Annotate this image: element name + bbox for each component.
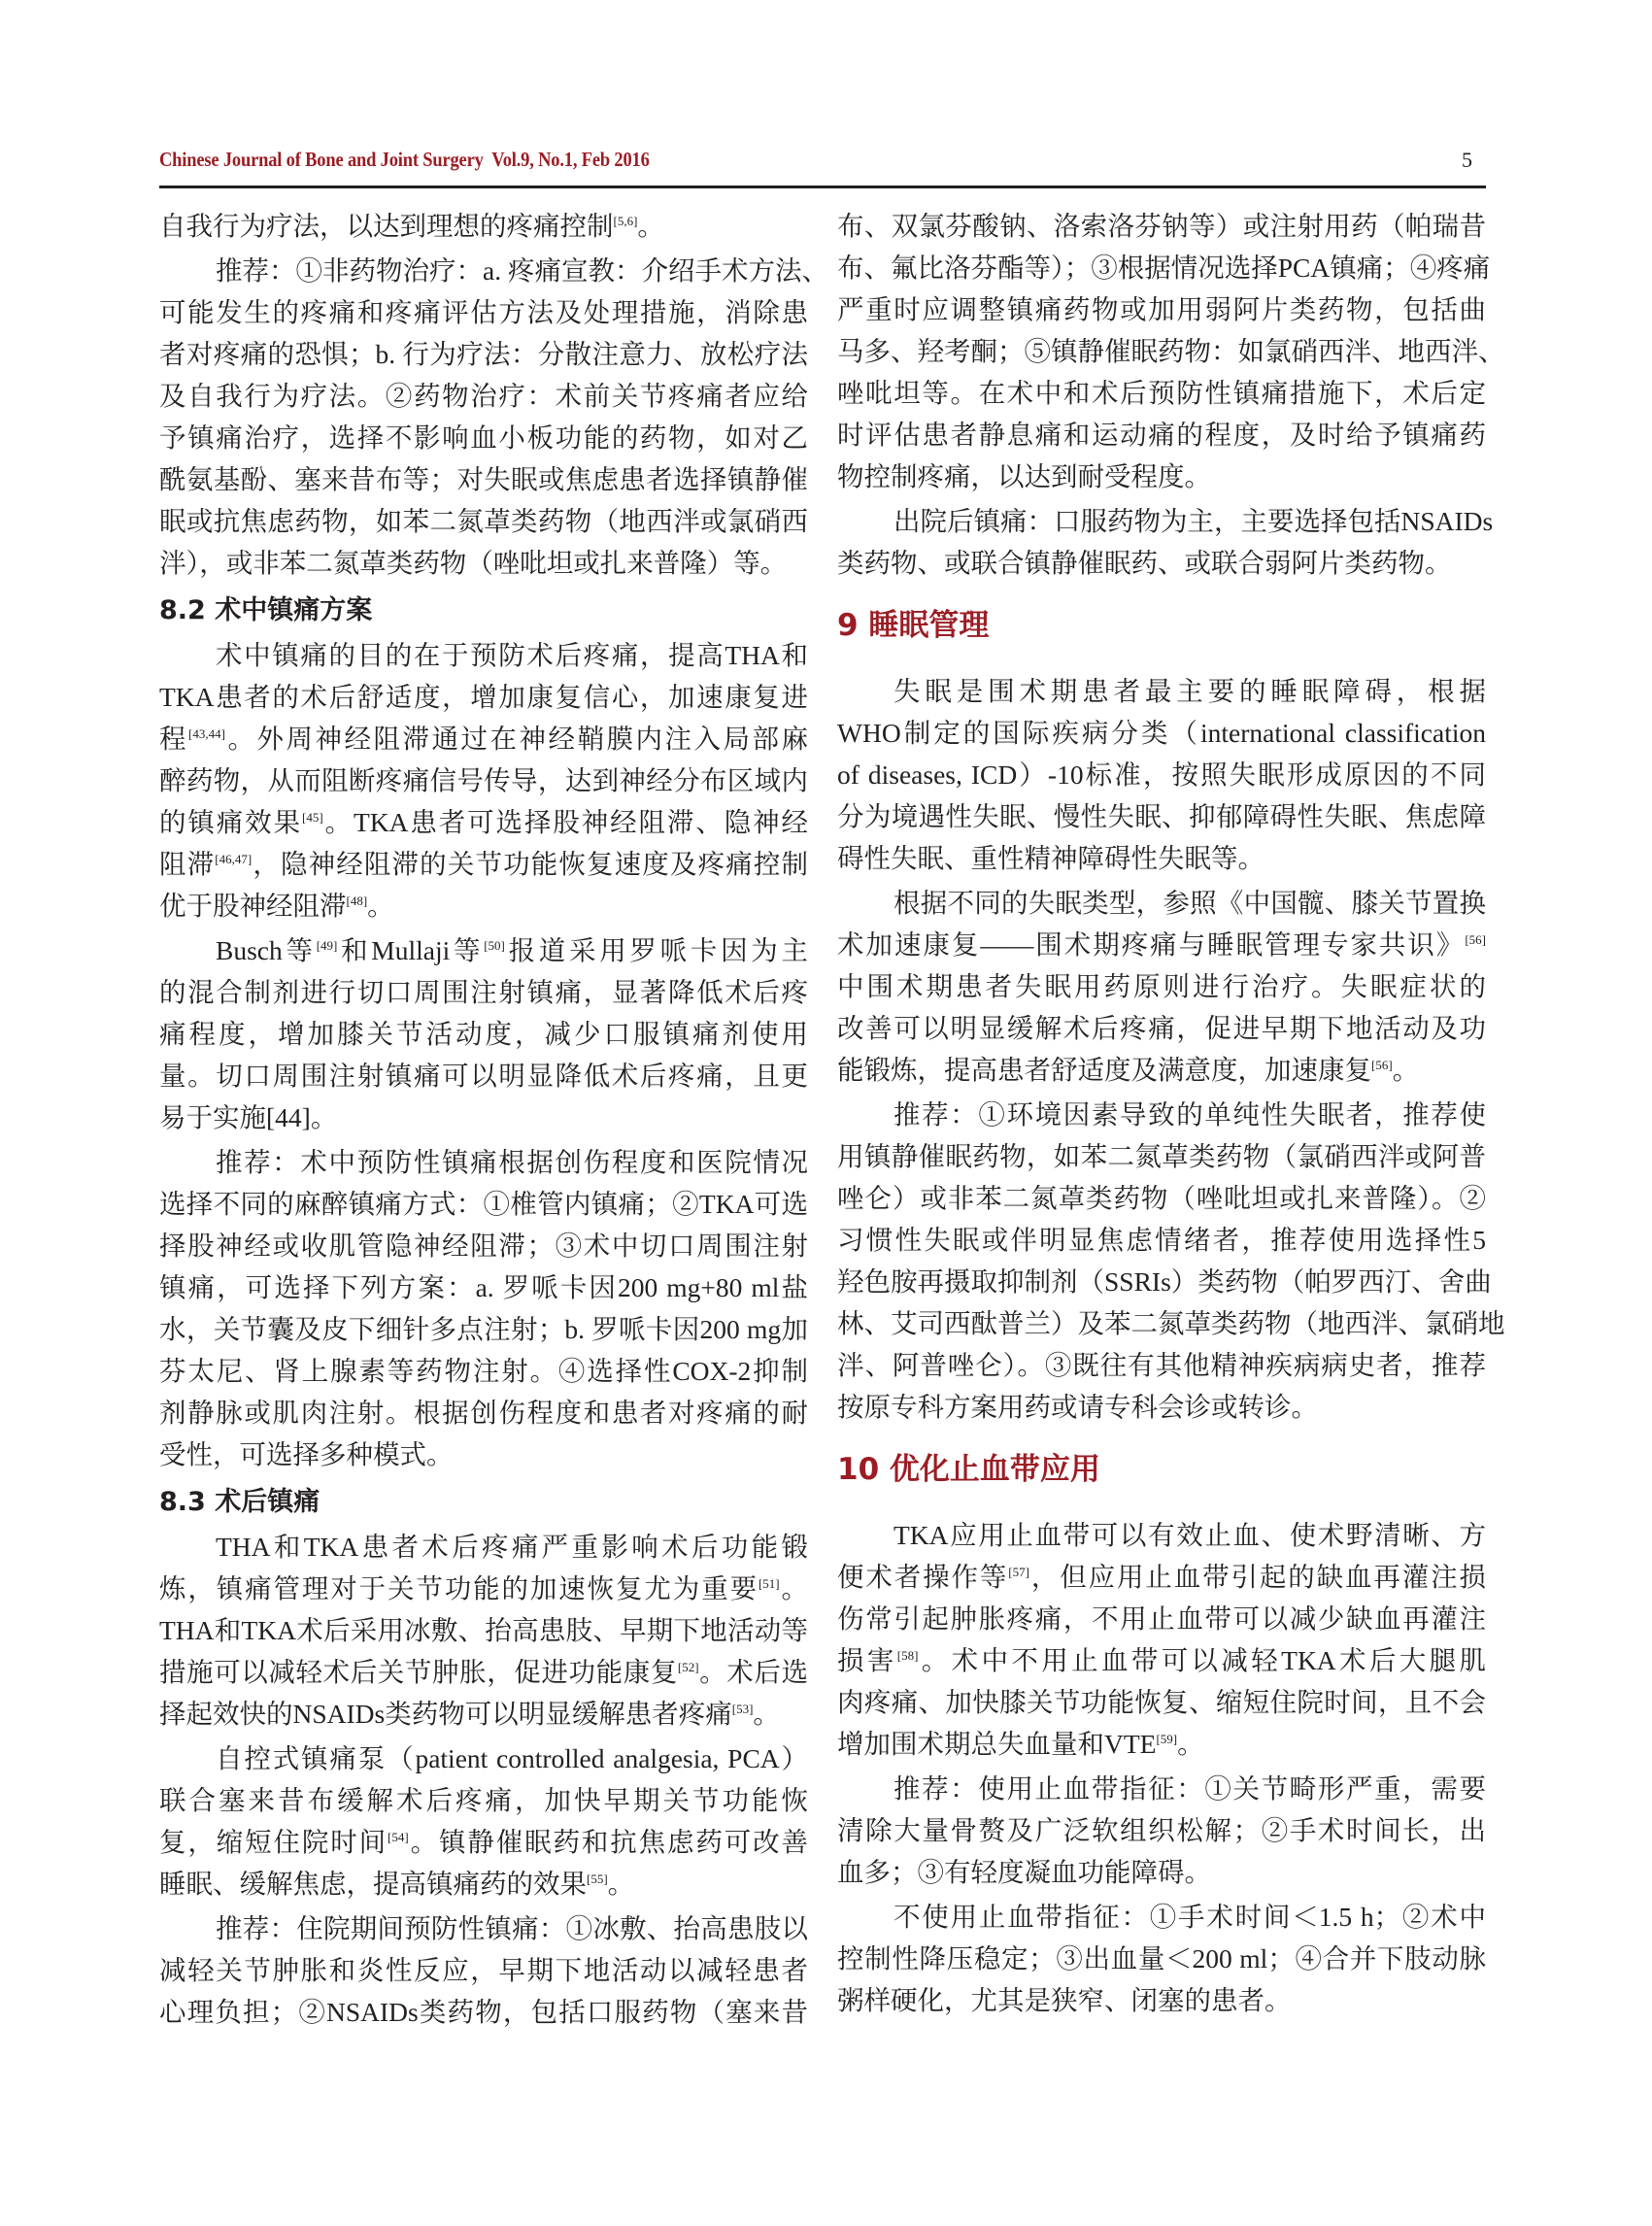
text-line: 血多；③有轻度凝血功能障碍。 — [837, 1857, 1211, 1887]
text-line: 习惯性失眠或伴明显焦虑情绪者，推荐使用选择性5 — [837, 1225, 1486, 1255]
text-line: 眠或抗焦虑药物，如苯二氮䓬类药物（地西泮或氯硝西 — [159, 506, 808, 536]
text-line: 择起效快的NSAIDs类药物可以明显缓解患者疼痛[53]。 — [159, 1699, 780, 1729]
citation-ref: [52] — [677, 1660, 699, 1674]
text-line: 能锻炼，提高患者舒适度及满意度，加速康复[56]。 — [837, 1055, 1420, 1085]
text-line: 严重时应调整镇痛药物或加用弱阿片类药物，包括曲 — [837, 294, 1486, 324]
paragraph — [837, 1514, 1486, 1765]
text-line: 泮），或非苯二氮䓬类药物（唑吡坦或扎来普隆）等。 — [159, 548, 788, 578]
text-line: 马多、羟考酮；⑤镇静催眠药物：如氯硝西泮、地西泮、 — [837, 336, 1505, 366]
text-line: 予镇痛治疗，选择不影响血小板功能的药物，如对乙 — [159, 422, 808, 453]
text-line: 泮、阿普唑仑）。③既往有其他精神疾病病史者，推荐 — [837, 1350, 1486, 1380]
paragraph — [837, 882, 1486, 1091]
text-line: 的混合制剂进行切口周围注射镇痛，显著降低术后疼 — [159, 977, 808, 1007]
paragraph — [837, 1768, 1486, 1893]
text-line: 酰氨基酚、塞来昔布等；对失眠或焦虑患者选择镇静催 — [159, 464, 808, 494]
left-column — [159, 205, 828, 2033]
paragraph — [837, 1896, 1486, 2021]
text-line: 出院后镇痛：口服药物为主，主要选择包括NSAIDs — [893, 506, 1494, 536]
text-line: 量。切口周围注射镇痛可以明显降低术后疼痛，且更 — [159, 1061, 808, 1091]
text-line: 林、艾司西酞普兰）及苯二氮䓬类药物（地西泮、氯硝地 — [837, 1308, 1505, 1338]
text-line: 推荐：使用止血带指征：①关节畸形严重，需要 — [893, 1773, 1486, 1804]
text-line: 易于实施[44]。 — [159, 1102, 338, 1132]
text-line: 芬太尼、肾上腺素等药物注射。④选择性COX-2抑制 — [159, 1356, 808, 1386]
text-line: TKA患者的术后舒适度，增加康复信心，加速康复进 — [159, 682, 808, 712]
subsection-heading: 8.3 术后镇痛 — [159, 1487, 320, 1517]
text-line: 粥样硬化，尤其是狭窄、闭塞的患者。 — [837, 1985, 1292, 2015]
text-line: 联合塞来昔布缓解术后疼痛，加快早期关节功能恢 — [159, 1785, 808, 1815]
text-line: 损害[58]。术中不用止血带可以减轻TKA术后大腿肌 — [837, 1645, 1486, 1675]
text-line: 按原专科方案用药或请专科会诊或转诊。 — [837, 1392, 1318, 1422]
text-line: 择股神经或收肌管隐神经阻滞；③术中切口周围注射 — [159, 1231, 808, 1261]
text-line: TKA应用止血带可以有效止血、使术野清晰、方 — [893, 1520, 1486, 1550]
text-line: 镇痛，可选择下列方案：a. 罗哌卡因200 mg+80 ml盐 — [159, 1272, 808, 1302]
text-line: 程[43,44]。外周神经阻滞通过在神经鞘膜内注入局部麻 — [159, 724, 809, 754]
text-line: 用镇静催眠药物，如苯二氮䓬类药物（氯硝西泮或阿普 — [837, 1141, 1486, 1171]
text-line: 炼，镇痛管理对于关节功能的加速恢复尤为重要[51]。 — [159, 1573, 809, 1603]
text-line: 措施可以减轻术后关节肿胀，促进功能康复[52]。术后选 — [159, 1657, 808, 1687]
citation-ref: [43,44] — [188, 726, 225, 741]
citation-ref: [58] — [896, 1648, 919, 1663]
text-line: 推荐：①环境因素导致的单纯性失眠者，推荐使 — [893, 1099, 1486, 1130]
text-line: 羟色胺再摄取抑制剂（SSRIs）类药物（帕罗西汀、舍曲 — [837, 1266, 1492, 1297]
text-line: 中围术期患者失眠用药原则进行治疗。失眠症状的 — [837, 971, 1486, 1001]
text-line: Busch等[49]和Mullaji等[50]报道采用罗哌卡因为主 — [216, 935, 808, 965]
text-line: THA和TKA患者术后疼痛严重影响术后功能锻 — [216, 1532, 808, 1562]
text-line: 剂静脉或肌肉注射。根据创伤程度和患者对疼痛的耐 — [159, 1398, 808, 1428]
citation-ref: [51] — [758, 1576, 780, 1591]
text-line: 物控制疼痛，以达到耐受程度。 — [837, 461, 1211, 491]
text-line: 唑仑）或非苯二氮䓬类药物（唑吡坦或扎来普隆）。② — [837, 1183, 1486, 1213]
citation-ref: [54] — [388, 1830, 409, 1844]
text-line: 及自我行为疗法。②药物治疗：术前关节疼痛者应给 — [159, 381, 808, 411]
citation-ref: [53] — [731, 1702, 754, 1716]
text-line: WHO制定的国际疾病分类（international classification — [837, 718, 1486, 748]
paragraph — [159, 205, 808, 247]
text-line: 时评估患者静息痛和运动痛的程度，及时给予镇痛药 — [837, 420, 1486, 450]
text-line: 分为境遇性失眠、慢性失眠、抑郁障碍性失眠、焦虑障 — [837, 801, 1486, 831]
citation-ref: [50] — [484, 938, 505, 953]
subsection-heading: 8.2 术中镇痛方案 — [159, 595, 373, 625]
text-line: 水，关节囊及皮下细针多点注射；b. 罗哌卡因200 mg加 — [159, 1314, 808, 1344]
text-line: 推荐：住院期间预防性镇痛：①冰敷、抬高患肢以 — [216, 1913, 808, 1943]
text-line: 便术者操作等[57]，但应用止血带引起的缺血再灌注损 — [837, 1562, 1487, 1592]
text-line: 推荐：术中预防性镇痛根据创伤程度和医院情况 — [216, 1147, 808, 1177]
text-line: 布、双氯芬酸钠、洛索洛芬钠等）或注射用药（帕瑞昔 — [837, 211, 1486, 241]
text-line: 心理负担；②NSAIDs类药物，包括口服药物（塞来昔 — [159, 1997, 808, 2027]
paragraph — [159, 1737, 808, 1905]
section-heading: 10 优化止血带应用 — [837, 1452, 1100, 1487]
paragraph — [837, 1094, 1505, 1428]
citation-ref: [46,47] — [215, 852, 253, 866]
citation-ref: [45] — [301, 810, 323, 825]
citation-ref: [55] — [587, 1872, 608, 1886]
paragraph — [159, 1526, 808, 1735]
paragraph — [837, 205, 1505, 497]
citation-ref: [56] — [1465, 932, 1486, 947]
paragraph — [837, 670, 1486, 879]
paragraph — [837, 500, 1494, 584]
text-line: 增加围术期总失血量和VTE[59]。 — [837, 1729, 1204, 1759]
citation-ref: [59] — [1156, 1732, 1178, 1746]
text-line: 复，缩短住院时间[54]。镇静催眠药和抗焦虑药可改善 — [159, 1827, 809, 1857]
citation-ref: [48] — [346, 894, 368, 908]
text-line: 者对疼痛的恐惧；b. 行为疗法：分散注意力、放松疗法 — [159, 339, 808, 369]
text-line: 根据不同的失眠类型，参照《中国髋、膝关节置换 — [893, 888, 1486, 918]
running-head-journal: Chinese Journal of Bone and Joint Surgery Vol.9, No.1, Feb 2016 — [159, 148, 650, 171]
text-line: 自控式镇痛泵（patient controlled analgesia, PCA） — [216, 1743, 808, 1773]
text-line: 痛程度，增加膝关节活动度，减少口服镇痛剂使用 — [159, 1019, 808, 1049]
text-line: 睡眠、缓解焦虑，提高镇痛药的效果[55]。 — [159, 1869, 635, 1899]
text-line: 碍性失眠、重性精神障碍性失眠等。 — [837, 843, 1264, 873]
text-line: 改善可以明显缓解术后疼痛，促进早期下地活动及功 — [837, 1013, 1486, 1043]
text-line: 优于股神经阻滞[48]。 — [159, 891, 394, 921]
text-line: of diseases, ICD）-10标准，按照失眠形成原因的不同 — [837, 759, 1486, 790]
text-line: 的镇痛效果[45]。TKA患者可选择股神经阻滞、隐神经 — [159, 807, 808, 837]
text-line: 清除大量骨赘及广泛软组织松解；②手术时间长，出 — [837, 1815, 1486, 1845]
text-line: 选择不同的麻醉镇痛方式：①椎管内镇痛；②TKA可选 — [159, 1189, 808, 1219]
right-column — [837, 205, 1505, 2021]
citation-ref: [49] — [316, 938, 338, 953]
paragraph — [159, 929, 808, 1138]
citation-ref: [57] — [1008, 1565, 1029, 1579]
paragraph — [159, 1141, 808, 1475]
text-line: 自我行为疗法，以达到理想的疼痛控制[5,6]。 — [159, 211, 664, 241]
text-line: 类药物、或联合镇静催眠药、或联合弱阿片类药物。 — [837, 548, 1452, 578]
text-line: 减轻关节肿胀和炎性反应，早期下地活动以减轻患者 — [159, 1955, 808, 1985]
text-line: 术加速康复——围术期疼痛与睡眠管理专家共识》[56] — [837, 929, 1486, 960]
text-line: 不使用止血带指征：①手术时间＜1.5 h；②术中 — [893, 1902, 1486, 1932]
text-line: 受性，可选择多种模式。 — [159, 1439, 454, 1469]
text-line: 术中镇痛的目的在于预防术后疼痛，提高THA和 — [216, 640, 808, 670]
section-heading: 9 睡眠管理 — [837, 608, 990, 643]
text-line: 唑吡坦等。在术中和术后预防性镇痛措施下，术后定 — [837, 378, 1486, 408]
text-line: THA和TKA术后采用冰敷、抬高患肢、早期下地活动等 — [159, 1615, 808, 1645]
text-line: 阻滞[46,47]，隐神经阻滞的关节功能恢复速度及疼痛控制 — [159, 849, 808, 879]
paragraph — [159, 250, 828, 584]
text-line: 伤常引起肿胀疼痛，不用止血带可以减少缺血再灌注 — [837, 1603, 1486, 1634]
text-line: 醉药物，从而阻断疼痛信号传导，达到神经分布区域内 — [159, 765, 808, 795]
text-line: 控制性降压稳定；③出血量＜200 ml；④合并下肢动脉 — [837, 1943, 1486, 1973]
citation-ref: [5,6] — [613, 214, 638, 228]
paragraph — [159, 634, 808, 927]
text-line: 推荐：①非药物治疗：a. 疼痛宣教：介绍手术方法、 — [216, 255, 828, 286]
page-number: 5 — [1462, 148, 1472, 172]
header-rule — [159, 186, 1486, 188]
text-line: 肉疼痛、加快膝关节功能恢复、缩短住院时间，且不会 — [837, 1687, 1486, 1717]
text-line: 布、氟比洛芬酯等）；③根据情况选择PCA镇痛；④疼痛 — [837, 253, 1491, 283]
text-line: 可能发生的疼痛和疼痛评估方法及处理措施，消除患 — [159, 297, 808, 327]
text-line: 失眠是围术期患者最主要的睡眠障碍，根据 — [893, 676, 1486, 706]
paragraph — [159, 1907, 808, 2033]
citation-ref: [56] — [1371, 1058, 1393, 1072]
